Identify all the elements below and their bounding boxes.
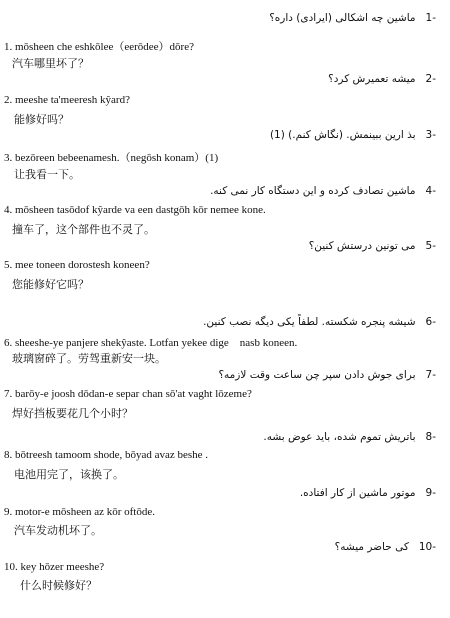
chinese-translation-6: 玻璃窗碎了。劳驾重新安一块。 — [12, 352, 166, 365]
persian-number-3: -3 — [425, 129, 436, 141]
transliteration-5: 5. mee toneen dorostesh koneen? — [4, 259, 150, 271]
persian-text-1: ماشین چه اشکالی (ایرادی) داره؟ — [269, 12, 416, 24]
transliteration-2: 2. meeshe ta'meeresh kŷard? — [4, 94, 130, 106]
persian-number-4: -4 — [425, 185, 436, 197]
persian-line-9 — [300, 487, 436, 499]
transliteration-10: 10. key hōzer meeshe? — [4, 561, 105, 573]
persian-text-10: کی حاضر میشه؟ — [334, 541, 409, 553]
persian-number-9: -9 — [425, 487, 436, 499]
transliteration-6: 6. sheeshe-ye panjere shekŷaste. Lotfan yekee dige nasb koneen. — [4, 337, 298, 349]
persian-line-1 — [269, 12, 436, 24]
persian-line-4 — [210, 185, 436, 197]
persian-line-2 — [328, 73, 436, 85]
persian-text-6: شیشه پنجره شکسته. لطفاً یکی دیگه نصب کنین. — [203, 316, 416, 328]
chinese-translation-3: 让我看一下。 — [14, 168, 80, 181]
persian-line-6 — [203, 316, 436, 328]
persian-text-2: میشه تعمیرش کرد؟ — [328, 73, 416, 85]
chinese-translation-7: 焊好挡板要花几个小时？ — [12, 407, 133, 420]
persian-text-3: بذ ارین ببینمش. (نگاش کنم.) (1) — [269, 129, 416, 141]
chinese-translation-4: 撞车了，这个部件也不灵了。 — [12, 223, 155, 236]
persian-line-3 — [270, 129, 436, 141]
persian-text-5: می تونین درستش کنین؟ — [308, 240, 416, 252]
persian-line-10 — [335, 541, 436, 553]
persian-text-8: باتریش تموم شده، باید عوض بشه. — [263, 431, 416, 443]
persian-text-4: ماشین تصادف کرده و این دستگاه کار نمی کنه. — [210, 185, 416, 197]
persian-line-7 — [218, 369, 436, 381]
persian-number-1: -1 — [425, 12, 436, 24]
persian-number-5: -5 — [425, 240, 436, 252]
chinese-translation-2: 能修好吗？ — [14, 113, 69, 126]
persian-line-5 — [309, 240, 436, 252]
chinese-translation-10: 什么时候修好？ — [20, 579, 97, 592]
transliteration-3: 3. bezōreen bebeenamesh.（negōsh konam）(1) — [4, 152, 219, 164]
transliteration-9: 9. motor-e mōsheen az kōr oftōde. — [4, 506, 155, 518]
persian-number-6: -6 — [425, 316, 436, 328]
transliteration-1: 1. mōsheen che eshkōlee（eerōdee）dōre? — [4, 41, 194, 53]
transliteration-8: 8. bōtreesh tamoom shode, bōyad avaz beshe . — [4, 449, 209, 461]
chinese-translation-1: 汽车哪里坏了？ — [12, 57, 89, 70]
transliteration-7: 7. barōy-e joosh dōdan-e separ chan sō'at vaght lōzeme? — [4, 388, 252, 400]
persian-number-7: -7 — [425, 369, 436, 381]
persian-number-2: -2 — [425, 73, 436, 85]
persian-text-9: موتور ماشین از کار افتاده. — [299, 487, 416, 499]
chinese-translation-5: 您能修好它吗？ — [12, 278, 89, 291]
chinese-translation-9: 汽车发动机坏了。 — [14, 524, 102, 537]
transliteration-4: 4. mōsheen tasōdof kŷarde va een dastgōh kōr nemee kone. — [4, 204, 266, 216]
persian-number-8: -8 — [425, 431, 436, 443]
persian-number-10: -10 — [418, 541, 436, 553]
persian-text-7: برای جوش دادن سپر چن ساعت وقت لازمه؟ — [218, 369, 416, 381]
chinese-translation-8: 电池用完了，该换了。 — [14, 468, 124, 481]
persian-line-8 — [263, 431, 436, 443]
